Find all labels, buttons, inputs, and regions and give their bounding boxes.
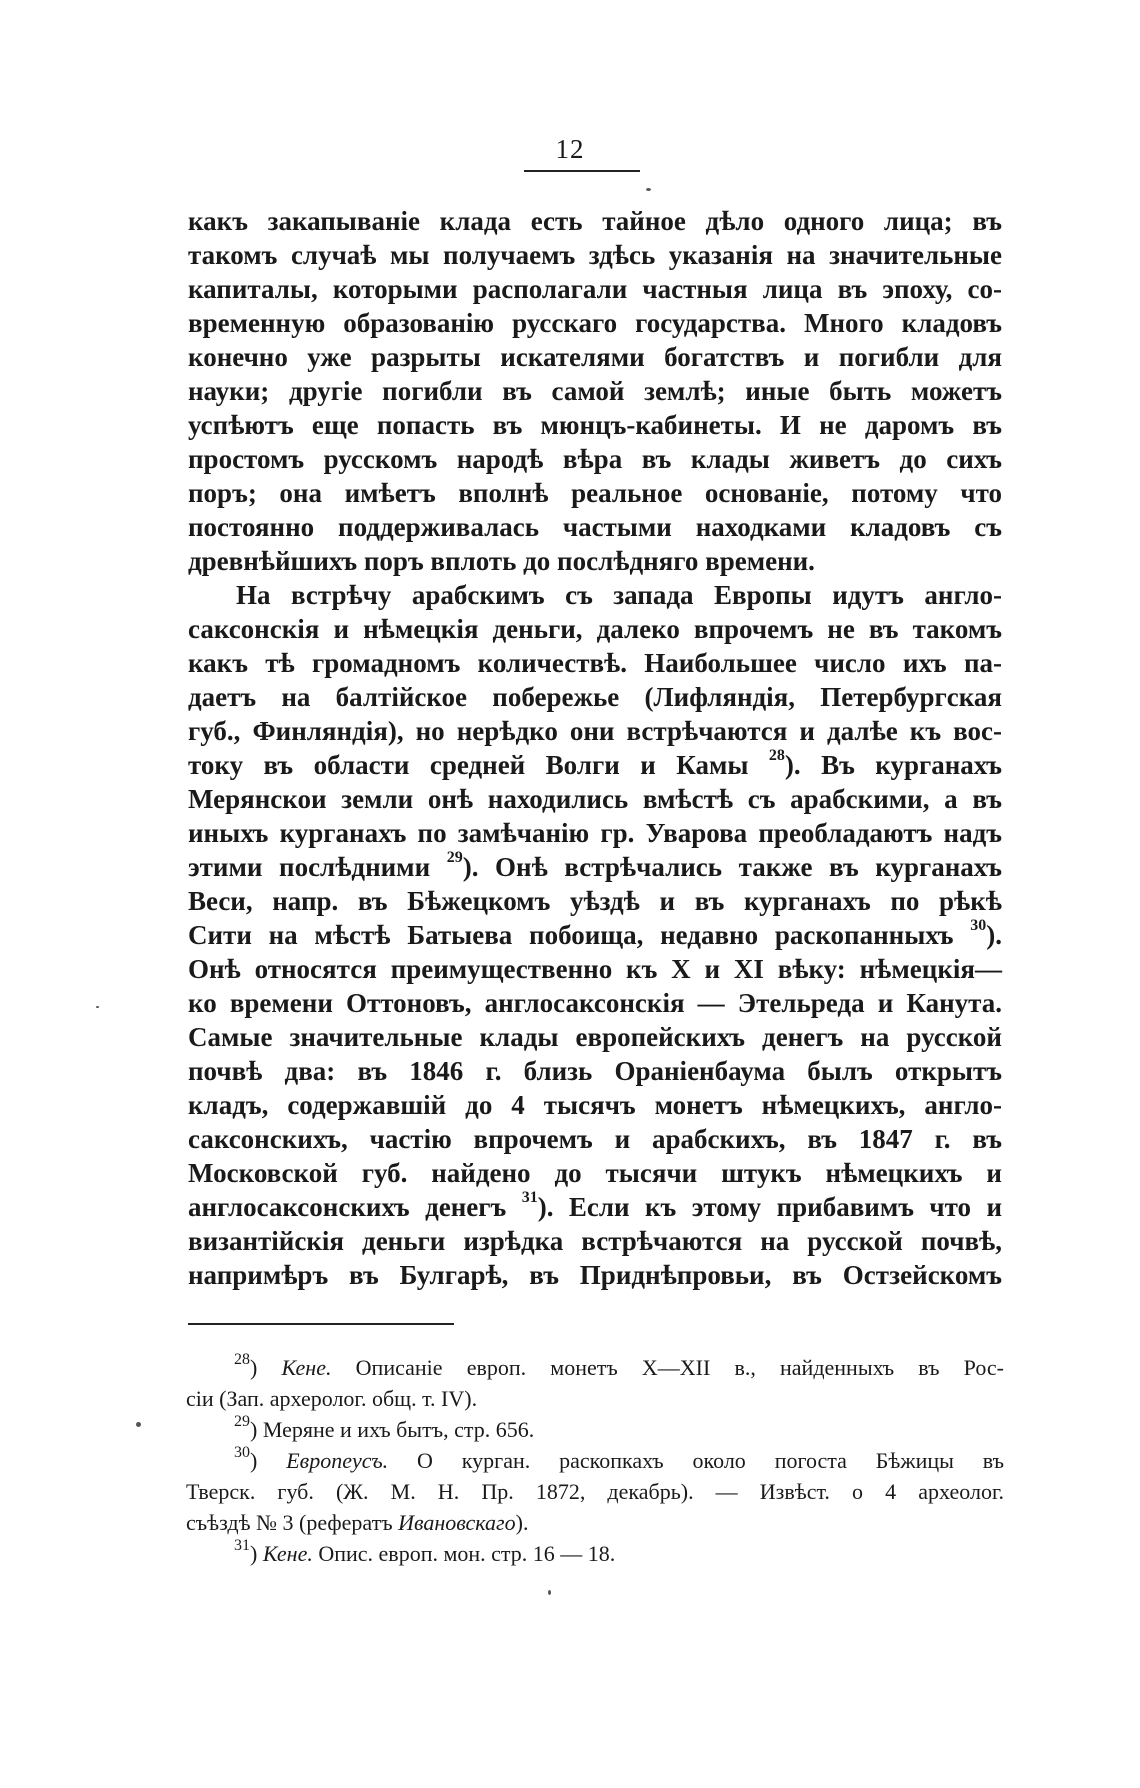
text-line: Самые значительные клады европейскихъ денегъ на русской (188, 1022, 1002, 1052)
text-line: простомъ русскомъ народѣ вѣра въ клады живетъ до сихъ (188, 444, 1002, 474)
text-line: ко времени Оттоновъ, англосаксонскія — Этельреда и Канута. (188, 988, 1002, 1018)
footnote-author: Кене. (281, 1355, 332, 1380)
footnote-author: Кене. (262, 1541, 313, 1566)
text-line: На встрѣчу арабскимъ съ запада Европы идутъ англо- (236, 580, 1002, 610)
text-line: конечно уже разрыты искателями богатствъ и погибли для (188, 342, 1002, 372)
text-line: напримѣръ въ Булгарѣ, въ Приднѣпровьи, въ Остзейскомъ (188, 1260, 1002, 1290)
text-line: поръ; она имѣетъ вполнѣ реальное основаніе, потому что (188, 478, 1002, 508)
text-line (188, 748, 1002, 782)
scan-speck (548, 1590, 551, 1595)
footnote-author: Европеусъ. (286, 1448, 389, 1473)
text-line: временную образованію русскаго государства. Много кладовъ (188, 308, 1002, 338)
text-line (188, 918, 1002, 952)
footnote-mark: 28 (234, 1351, 250, 1368)
text-line: Онѣ относятся преимущественно къ X и XI вѣку: нѣмецкія— (188, 954, 1002, 984)
footnote-29: $^{29}$) Меряне и ихъ бытъ, стр. 656. (234, 1413, 535, 1442)
footnote-30: $^{30}$) Европеусъ. О курган. раскопкахъ около погоста Бѣжицы въ (234, 1444, 1005, 1473)
footnote-mark: 30 (234, 1444, 250, 1461)
text-segment: току въ области средней Волги и Камы (188, 750, 749, 780)
text-segment: Сити на мѣстѣ Батыева побоища, недавно раскопанныхъ (188, 920, 954, 950)
text-line: Веси, напр. въ Бѣжецкомъ уѣздѣ и въ курганахъ по рѣкѣ (188, 886, 1002, 916)
footnote-text: съѣздѣ № 3 (рефератъ (186, 1510, 393, 1535)
footnote-31: $^{31}$) Кене. Опис. европ. мон. стр. 16 — 18. (234, 1537, 616, 1566)
text-line: такомъ случаѣ мы получаемъ здѣсь указанія на значительные (188, 240, 1002, 270)
scan-speck (646, 188, 651, 191)
footnote-28-cont: сіи (Зап. археролог. общ. т. IV). (186, 1386, 478, 1411)
footnote-separator (188, 1323, 454, 1325)
text-line: Московской губ. найдено до тысячи штукъ нѣмецкихъ и (188, 1158, 1002, 1188)
text-segment: ). Онѣ встрѣчались также въ курганахъ (462, 852, 1003, 882)
text-line: науки; другіе погибли въ самой землѣ; иные быть можетъ (188, 376, 1002, 406)
footnote-mark: 31 (234, 1537, 250, 1554)
footnote-text: ). (515, 1510, 529, 1535)
text-line (188, 1190, 1002, 1224)
text-line: византійскія деньги изрѣдка встрѣчаются на русской почвѣ, (188, 1226, 1002, 1256)
text-line: иныхъ курганахъ по замѣчанію гр. Уварова преобладаютъ надъ (188, 818, 1002, 848)
scan-speck (96, 1006, 99, 1008)
text-segment: ). Если къ этому прибавимъ что и (537, 1192, 1003, 1222)
footnote-text: О курган. раскопкахъ около погоста Бѣжицы въ (417, 1448, 1005, 1473)
footnote-30-cont (186, 1507, 1004, 1538)
text-line: какъ закапываніе клада есть тайное дѣло одного лица; въ (188, 206, 1002, 236)
footnote-ref: 30 (970, 917, 987, 934)
text-line: древнѣйшихъ поръ вплоть до послѣдняго времени. (188, 546, 815, 576)
text-line: саксонскихъ, частію впрочемъ и арабскихъ, въ 1847 г. въ (188, 1124, 1002, 1154)
footnote-ref: 28 (768, 747, 785, 764)
page-number: 12 (555, 134, 585, 164)
text-segment: ). (986, 920, 1003, 950)
text-segment: англосаксонскихъ денегъ (188, 1192, 507, 1222)
scan-speck (136, 1422, 141, 1427)
text-segment: ). Въ курганахъ (784, 750, 1003, 780)
text-segment: этими послѣдними (188, 852, 431, 882)
footnote-text: Меряне и ихъ бытъ, стр. 656. (262, 1417, 535, 1442)
text-line: капиталы, которыми располагали частныя лица въ эпоху, со- (188, 274, 1002, 304)
text-line (188, 850, 1002, 884)
text-line: почвѣ два: въ 1846 г. близь Ораніенбаума былъ открытъ (188, 1056, 1002, 1086)
footnote-ref: 29 (446, 849, 463, 866)
text-line: успѣютъ еще попасть въ мюнцъ-кабинеты. И не даромъ въ (188, 410, 1002, 440)
text-line: саксонскія и нѣмецкія деньги, далеко впрочемъ не въ такомъ (188, 614, 1002, 644)
footnote-italic: Ивановскаго (398, 1510, 516, 1535)
footnotes (186, 1352, 1004, 1569)
footnote-30-cont: Тверск. губ. (Ж. М. Н. Пр. 1872, декабрь). — Извѣст. о 4 археолог. (186, 1479, 1004, 1504)
text-line: даетъ на балтійское побережье (Лифляндія, Петербургская (188, 682, 1002, 712)
text-line: Мерянскои земли онѣ находились вмѣстѣ съ арабскими, а въ (188, 784, 1002, 814)
main-text (188, 204, 1002, 1292)
footnote-ref: 31 (521, 1189, 538, 1206)
footnote-mark: 29 (234, 1413, 250, 1430)
text-line: губ., Финляндія), но нерѣдко они встрѣчаются и далѣе къ вос- (188, 716, 1002, 746)
text-line: какъ тѣ громадномъ количествѣ. Наибольшее число ихъ па- (188, 648, 1002, 678)
footnote-28: $^{28}$) Кене. Описаніе европ. монетъ X—XII в., найденныхъ въ Рос- (234, 1351, 1004, 1380)
text-line: кладъ, содержавшій до 4 тысячъ монетъ нѣмецкихъ, англо- (188, 1090, 1002, 1120)
footnote-text: Опис. европ. мон. стр. 16 — 18. (318, 1541, 616, 1566)
footnote-text: Описаніе европ. монетъ X—XII в., найденныхъ въ Рос- (355, 1355, 1004, 1380)
text-line: постоянно поддерживалась частыми находками кладовъ съ (188, 512, 1002, 542)
header-rule (524, 170, 640, 172)
